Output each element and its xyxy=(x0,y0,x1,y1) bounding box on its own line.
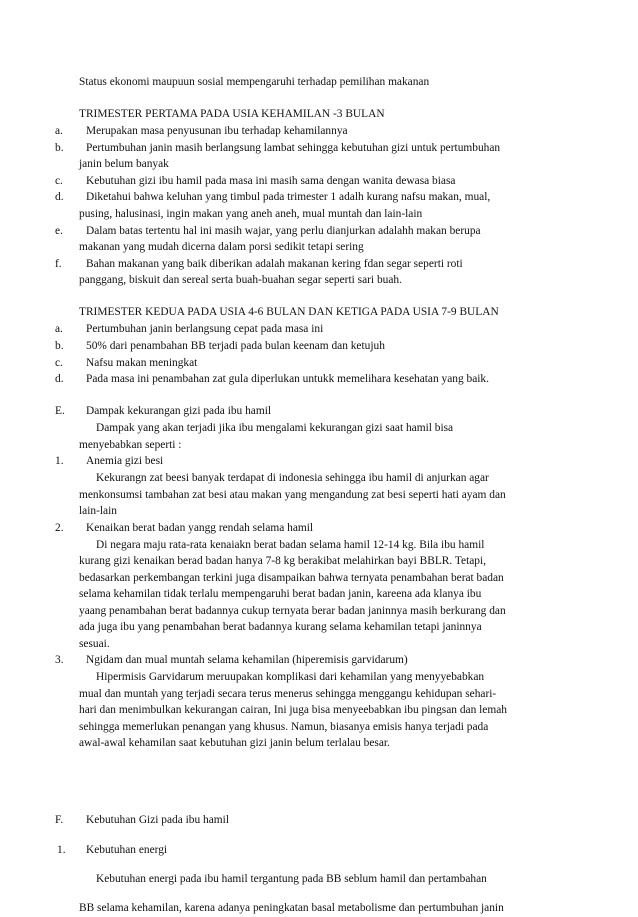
section-title: Dampak kekurangan gizi pada ibu hamil xyxy=(86,405,272,417)
section-marker: E. xyxy=(55,405,65,417)
paragraph-line: Hipermisis Garvidarum meruupakan komplikasi dari kehamilan yang menyyebabkan xyxy=(96,671,485,683)
list-item-text: Bahan makanan yang baik diberikan adalah makanan kering fdan segar seperti roti xyxy=(86,258,463,270)
list-marker: c. xyxy=(55,175,63,187)
list-marker: d. xyxy=(55,373,64,385)
list-marker: b. xyxy=(55,142,64,154)
paragraph-line: Di negara maju rata-rata kenaiakn berat badan selama hamil 12-14 kg. Bila ibu hamil xyxy=(96,539,485,551)
section-title: Kebutuhan Gizi pada ibu hamil xyxy=(86,814,229,826)
paragraph-line: ada juga ibu yang penambahan berat badannya kurang selama kehamilan tetapi janinnya xyxy=(79,621,482,633)
subsection-title: Kenaikan berat badan yangg rendah selama hamil xyxy=(86,522,314,534)
list-item-text: Diketahui bahwa keluhan yang timbul pada trimester 1 adalh kurang nafsu makan, mual, xyxy=(86,191,491,203)
list-marker: c. xyxy=(55,357,63,369)
list-item-text-cont: panggang, biskuit dan sereal serta buah-buahan segar seperti sari buah. xyxy=(79,274,402,286)
paragraph-line: menyebabkan seperti : xyxy=(79,439,182,451)
list-marker: 1. xyxy=(57,844,66,856)
list-item-text-cont: janin belum banyak xyxy=(79,158,169,170)
list-marker: a. xyxy=(55,323,63,335)
paragraph-line: sesuai. xyxy=(79,638,110,650)
trimester1-title: TRIMESTER PERTAMA PADA USIA KEHAMILAN -3 BULAN xyxy=(79,108,385,120)
list-item-text: 50% dari penambahan BB terjadi pada bulan keenam dan ketujuh xyxy=(86,340,385,352)
paragraph-line: Kebutuhan energi pada ibu hamil tergantung pada BB seblum hamil dan pertambahan xyxy=(96,873,487,885)
paragraph-line: lain-lain xyxy=(79,505,117,517)
list-item-text: Kebutuhan gizi ibu hamil pada masa ini masih sama dengan wanita dewasa biasa xyxy=(86,175,456,187)
paragraph-line: selama kehamilan tidak terlalu mempengaruhi berat badan janin, kareena ada klanya ibu xyxy=(79,588,482,600)
paragraph-line: menkonsumsi tambahan zat besi atau makan yang mengandung zat besi seperti hati ayam dan xyxy=(79,489,506,501)
list-marker: b. xyxy=(55,340,64,352)
subsection-title: Kebutuhan energi xyxy=(86,844,168,856)
list-item-text: Nafsu makan meningkat xyxy=(86,357,198,369)
list-item-text: Pertumbuhan janin masih berlangsung lambat sehingga kebutuhan gizi untuk pertumbuhan xyxy=(86,142,501,154)
list-item-text: Pertumbuhan janin berlangsung cepat pada masa ini xyxy=(86,323,324,335)
list-item-text-cont: makanan yang mudah dicerna dalam porsi sedikit tetapi sering xyxy=(79,241,364,253)
paragraph-line: Kekurangn zat beesi banyak terdapat di indonesia sehingga ibu hamil di anjurkan agar xyxy=(96,472,489,484)
list-marker: f. xyxy=(55,258,62,270)
section-marker: F. xyxy=(55,814,64,826)
paragraph-line: mual dan muntah yang terjadi secara terus menerus sehingga menggangu kehidupan sehari- xyxy=(79,688,497,700)
subsection-title: Ngidam dan mual muntah selama kehamilan (hiperemisis garvidarum) xyxy=(86,654,408,666)
list-item-text: Merupakan masa penyusunan ibu terhadap kehamilannya xyxy=(86,125,348,137)
list-item-text-cont: pusing, halusinasi, ingin makan yang aneh aneh, mual muntah dan lain-lain xyxy=(79,208,423,220)
paragraph-line: Dampak yang akan terjadi jika ibu mengalami kekurangan gizi saat hamil bisa xyxy=(96,422,454,434)
list-marker: d. xyxy=(55,191,64,203)
paragraph-line: sehingga memerlukan penangan yang khusus. Namun, biasanya emisis hanya terjadi pada xyxy=(79,721,489,733)
paragraph-line: yaang penambahan berat badannya cukup ternyata berar badan janinnya masih berkurang dan xyxy=(79,605,506,617)
intro-line: Status ekonomi maupuun sosial mempengaruhi terhadap pemilihan makanan xyxy=(79,76,430,88)
paragraph-line: BB selama kehamilan, karena adanya peningkatan basal metabolisme dan pertumbuhan janin xyxy=(79,902,504,914)
paragraph-line: bedasarkan perkembangan terkini juga disampaikan bahwa ternyata penambahan berat badan xyxy=(79,572,504,584)
trimester23-title: TRIMESTER KEDUA PADA USIA 4-6 BULAN DAN KETIGA PADA USIA 7-9 BULAN xyxy=(79,306,499,318)
list-marker: a. xyxy=(55,125,63,137)
paragraph-line: kurang gizi kenaikan berad badan hanya 7-8 kg berakibat melahirkan bayi BBLR. Tetapi, xyxy=(79,555,487,567)
list-item-text: Dalam batas tertentu hal ini masih wajar, yang perlu dianjurkan adalahh makan berupa xyxy=(86,225,481,237)
paragraph-line: hari dan menimbulkan kekurangan cairan, Ini juga bisa menyeebabkan ibu pingsan dan lemah xyxy=(79,704,507,716)
list-item-text: Pada masa ini penambahan zat gula diperlukan untukk memelihara kesehatan yang baik. xyxy=(86,373,489,385)
list-marker: 3. xyxy=(55,654,64,666)
list-marker: e. xyxy=(55,225,63,237)
paragraph-line: awal-awal kehamilan saat kebutuhan gizi janin belum terlalau besar. xyxy=(79,737,390,749)
subsection-title: Anemia gizi besi xyxy=(86,455,164,467)
list-marker: 1. xyxy=(55,455,64,467)
list-marker: 2. xyxy=(55,522,64,534)
